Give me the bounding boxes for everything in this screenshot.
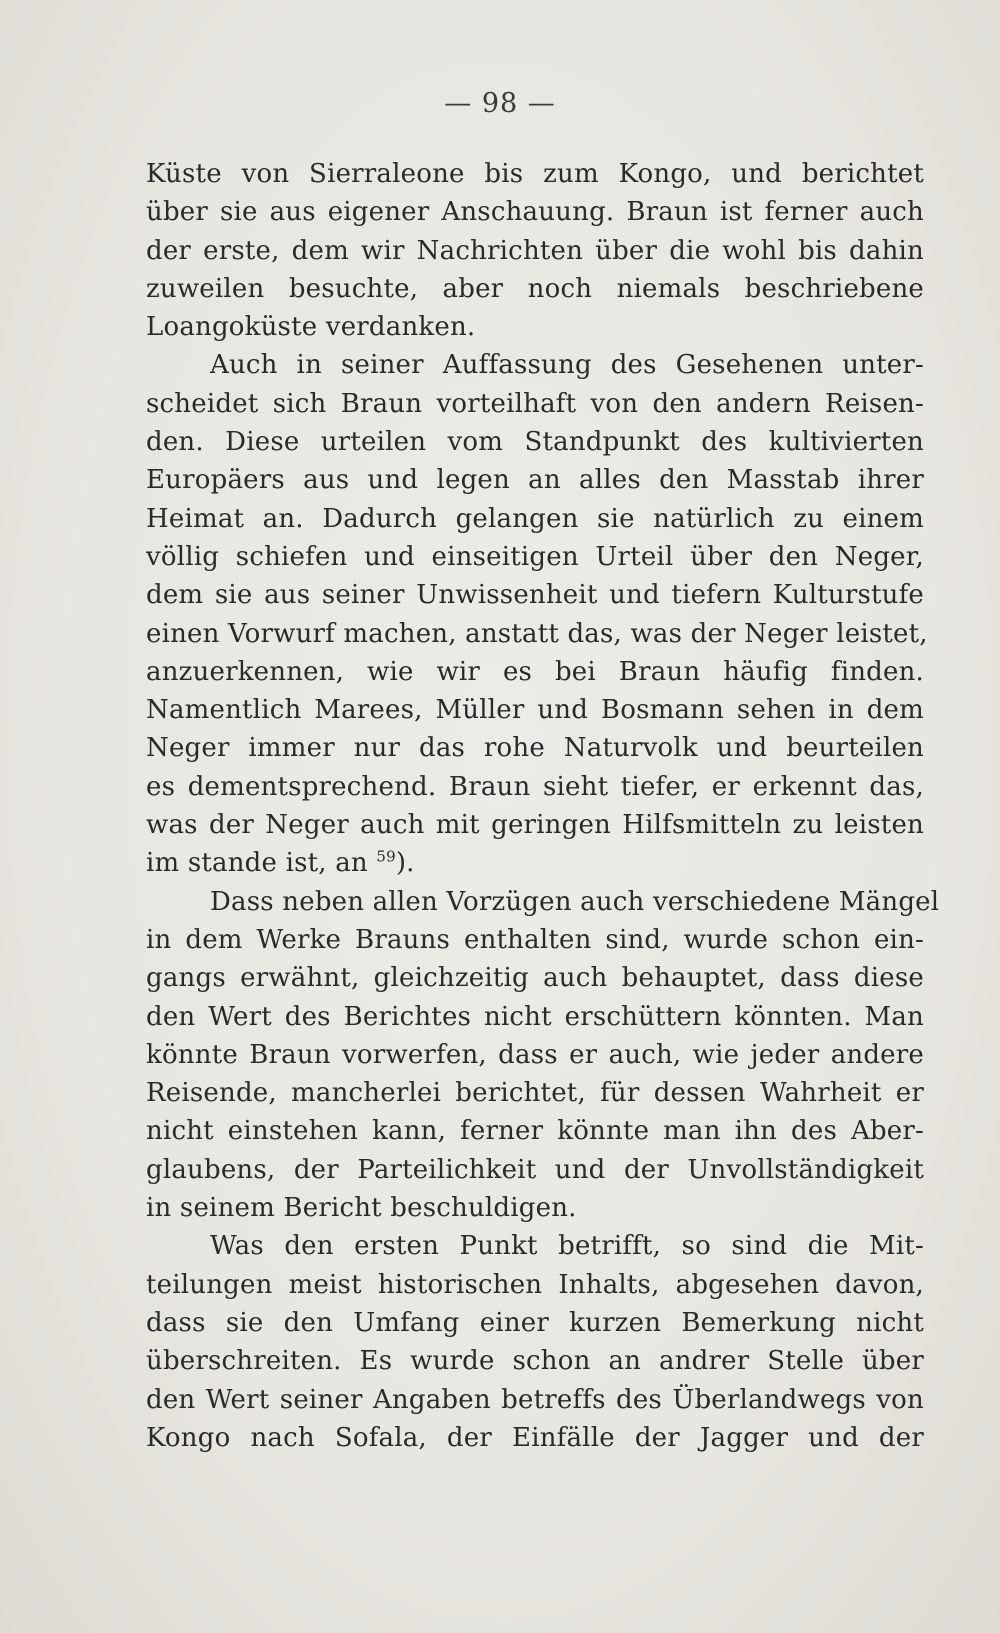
paragraph-1	[146, 155, 924, 346]
text-line: der erste, dem wir Nachrichten über die wohl bis dahin	[146, 235, 924, 266]
text-line: es dementsprechend. Braun sieht tiefer, er erkennt das,	[146, 771, 924, 802]
text-line: Neger immer nur das rohe Naturvolk und beurteilen	[146, 733, 924, 764]
text-line: im stande ist, an	[146, 848, 368, 879]
text-line: in seinem Bericht beschuldigen.	[146, 1193, 577, 1224]
text-line: gangs erwähnt, gleichzeitig auch behauptet, dass diese	[146, 963, 924, 994]
text-line: den. Diese urteilen vom Standpunkt des kultivierten	[146, 427, 924, 458]
text-line: glaubens, der Parteilichkeit und der Unvollständigkeit	[146, 1154, 924, 1185]
text-line: den Wert des Berichtes nicht erschüttern könnten. Man	[146, 1001, 924, 1032]
paragraph-2	[146, 346, 928, 882]
text-line: Loangoküste verdanken.	[146, 312, 476, 343]
text-line: einen Vorwurf machen, anstatt das, was der Neger leistet,	[146, 618, 928, 649]
text-line: Was den ersten Punkt betrifft, so sind die Mit-	[210, 1231, 924, 1262]
text-line: anzuerkennen, wie wir es bei Braun häufig finden.	[146, 656, 924, 687]
text-line: scheidet sich Braun vorteilhaft von den andern Reisen-	[146, 388, 924, 419]
text-line: dass sie den Umfang einer kurzen Bemerkung nicht	[146, 1307, 924, 1338]
text-line: Auch in seiner Auffassung des Gesehenen unter-	[210, 350, 924, 381]
text-line: Dass neben allen Vorzügen auch verschiedene Mängel	[210, 886, 940, 917]
footnote-reference[interactable]: 59	[376, 847, 396, 866]
page-number: — 98 —	[444, 88, 556, 119]
text-line: nicht einstehen kann, ferner könnte man ihn des Aber-	[146, 1116, 924, 1147]
text-line-tail: ).	[395, 848, 415, 879]
text-line: teilungen meist historischen Inhalts, abgesehen davon,	[146, 1269, 924, 1300]
text-line: in dem Werke Brauns enthalten sind, wurde schon ein-	[146, 924, 924, 955]
body-text	[146, 155, 940, 1457]
text-line-with-footnote	[146, 844, 924, 882]
text-line: den Wert seiner Angaben betreffs des Überlandwegs von	[146, 1384, 924, 1415]
text-line: was der Neger auch mit geringen Hilfsmitteln zu leisten	[146, 810, 924, 841]
text-line: Namentlich Marees, Müller und Bosmann sehen in dem	[146, 695, 924, 726]
text-line: über sie aus eigener Anschauung. Braun ist ferner auch	[146, 197, 924, 228]
text-line: Reisende, mancherlei berichtet, für dessen Wahrheit er	[146, 1078, 924, 1109]
text-line: Küste von Sierraleone bis zum Kongo, und berichtet	[146, 159, 924, 189]
paragraph-3	[146, 883, 940, 1228]
text-line: Heimat an. Dadurch gelangen sie natürlich zu einem	[146, 503, 924, 534]
paragraph-4	[146, 1227, 924, 1457]
text-line: dem sie aus seiner Unwissenheit und tiefern Kulturstufe	[146, 580, 924, 611]
text-line: Europäers aus und legen an alles den Masstab ihrer	[146, 465, 924, 496]
text-line: könnte Braun vorwerfen, dass er auch, wie jeder andere	[146, 1039, 924, 1070]
text-line: völlig schiefen und einseitigen Urteil über den Neger,	[146, 541, 924, 572]
text-line: überschreiten. Es wurde schon an andrer Stelle über	[146, 1346, 924, 1377]
text-line: zuweilen besuchte, aber noch niemals beschriebene	[146, 273, 924, 304]
text-line: Kongo nach Sofala, der Einfälle der Jagger und der	[146, 1422, 924, 1453]
